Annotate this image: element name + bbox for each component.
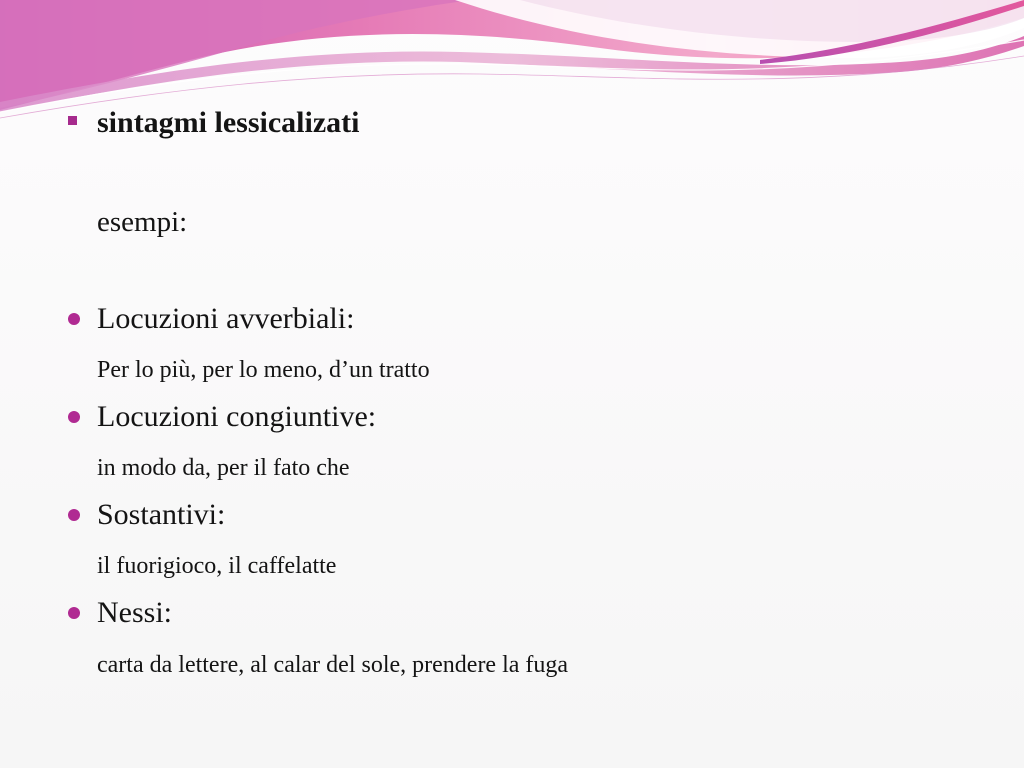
square-bullet-icon	[68, 116, 77, 125]
slide-title: sintagmi lessicalizati	[97, 106, 360, 139]
intro-text: esempi:	[97, 206, 188, 238]
section-heading-sostantivi: Sostantivi:	[97, 498, 226, 531]
round-bullet-icon	[68, 313, 80, 325]
section-example-avverbiali: Per lo più, per lo meno, d’un tratto	[97, 357, 430, 383]
section-example-sostantivi: il fuorigioco, il caffelatte	[97, 553, 337, 579]
section-example-congiuntive: in modo da, per il fato che	[97, 455, 350, 481]
section-heading-nessi: Nessi:	[97, 596, 172, 629]
section-example-nessi: carta da lettere, al calar del sole, prendere la fuga	[97, 652, 569, 678]
round-bullet-icon	[68, 509, 80, 521]
section-heading-avverbiali: Locuzioni avverbiali:	[97, 302, 355, 335]
round-bullet-icon	[68, 607, 80, 619]
round-bullet-icon	[68, 411, 80, 423]
section-heading-congiuntive: Locuzioni congiuntive:	[97, 400, 377, 433]
